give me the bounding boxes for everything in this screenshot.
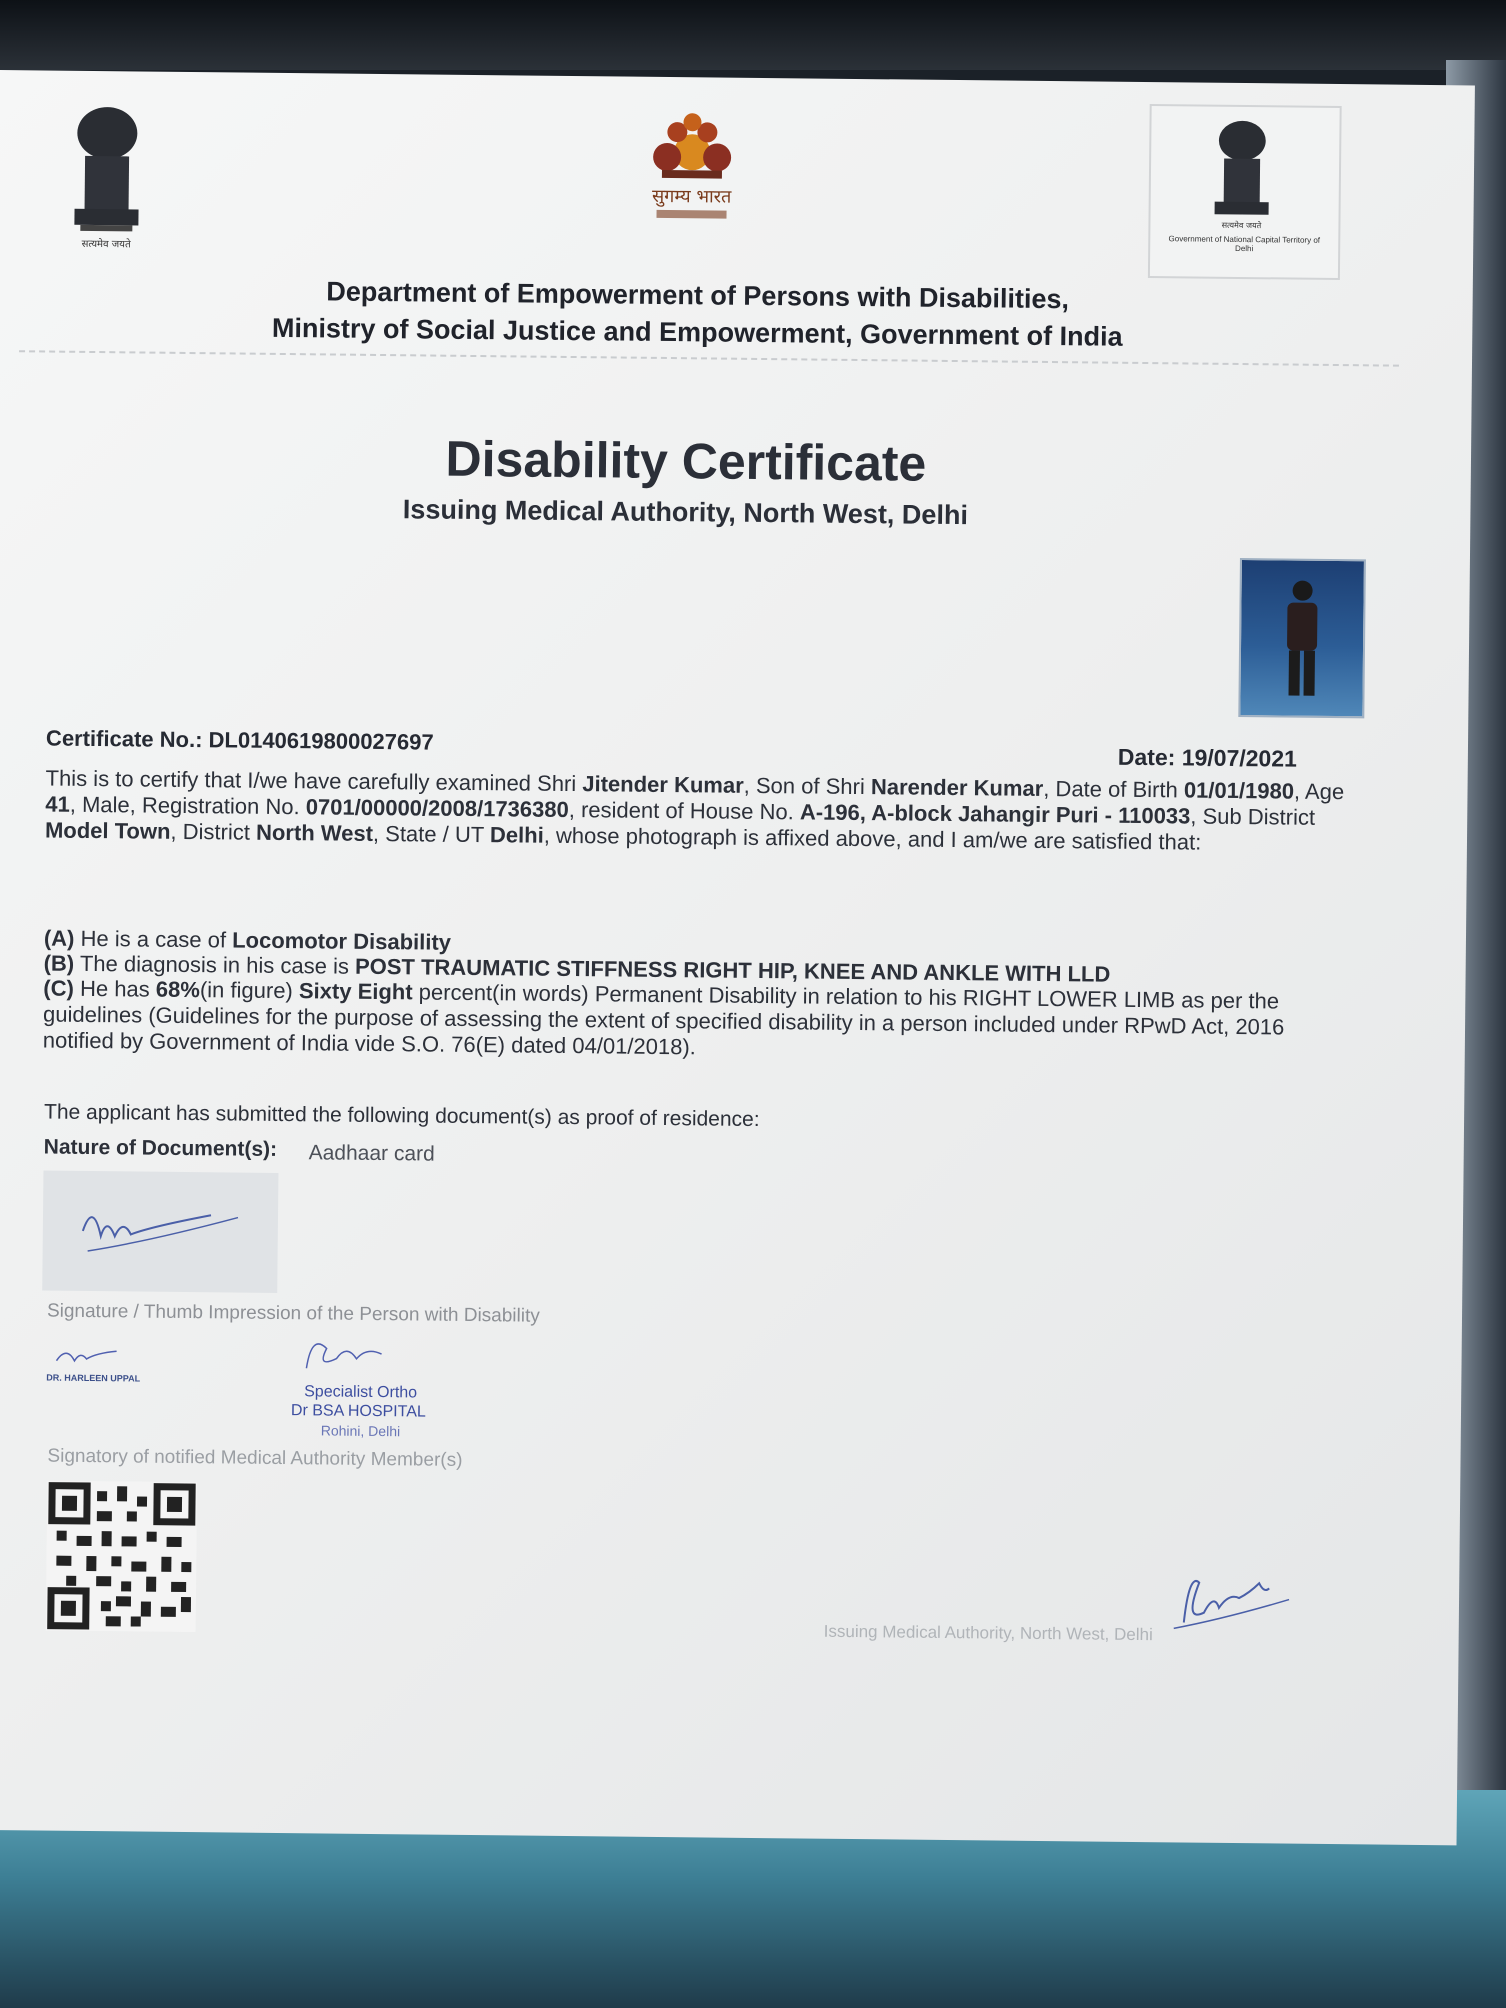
certificate-title: Disability Certificate: [445, 430, 927, 492]
text-segment: , Date of Birth: [1043, 775, 1185, 803]
text-segment: , State / UT: [372, 820, 491, 848]
doctor-stamp-1: [46, 1341, 282, 1448]
certificate-date: [1118, 744, 1297, 773]
left-emblem-caption: सत्यमेव जयते: [81, 238, 131, 251]
date-label: Date:: [1117, 743, 1176, 771]
signature-icon: [42, 1171, 278, 1293]
date-value: 19/07/2021: [1181, 744, 1298, 772]
national-emblem-icon: [56, 101, 158, 252]
doctor-stamp-2: [286, 1328, 467, 1450]
dept-line-1: Department of Empowerment of Persons with Disabilities,: [326, 276, 1070, 315]
house-address: A-196, A-block Jahangir Puri - 110033: [799, 799, 1191, 829]
text-segment: , Age: [1293, 778, 1345, 805]
disability-type: Locomotor Disability: [232, 927, 452, 955]
finding-a-label: (A): [43, 925, 75, 951]
sub-district: Model Town: [44, 817, 171, 844]
person-signature-box: [42, 1171, 278, 1293]
text-segment: (in figure): [199, 977, 300, 1004]
certification-paragraph: [45, 766, 1361, 858]
person-signature-caption: Signature / Thumb Impression of the Person with Disability: [46, 1300, 540, 1327]
state: Delhi: [489, 822, 544, 848]
disability-percent: 68%: [155, 976, 201, 1003]
district: North West: [255, 819, 374, 846]
right-emblem-caption: सत्यमेव जयते: [1221, 219, 1262, 231]
age: 41: [45, 791, 70, 817]
certificate-number: [46, 726, 434, 756]
nature-of-document-label: Nature of Document(s):: [43, 1135, 278, 1161]
gnctd-emblem-box: [1148, 104, 1342, 280]
department-heading: [0, 270, 1398, 359]
father-name: Narender Kumar: [870, 774, 1044, 801]
nature-of-document-value: Aadhaar card: [308, 1141, 435, 1166]
certificate-subtitle: Issuing Medical Authority, North West, Delhi: [402, 494, 969, 531]
finding-c: [43, 976, 1359, 1068]
text-segment: He is a case of: [74, 925, 233, 953]
text-segment: , whose photograph is affixed above, and I am/we are satisfied that:: [543, 822, 1202, 855]
dept-line-2: Ministry of Social Justice and Empowerment, Government of India: [271, 312, 1123, 352]
issuing-authority-caption: Issuing Medical Authority, North West, Delhi: [823, 1621, 1153, 1645]
authority-signature-icon: [1164, 1562, 1295, 1633]
finding-b-label: (B): [43, 950, 75, 976]
certificate-number-value: DL0140619800027697: [208, 727, 434, 755]
delhi-government-emblem-icon: [1196, 115, 1287, 234]
finding-c-label: (C): [43, 975, 75, 1001]
residence-proof-text: The applicant has submitted the following document(s) as proof of residence:: [43, 1100, 760, 1132]
text-segment: This is to certify that I/we have carefully examined Shri: [45, 765, 583, 797]
text-segment: The diagnosis in his case is: [74, 950, 356, 979]
accessible-india-logo-icon: [616, 101, 768, 253]
applicant-photo: [1238, 558, 1366, 718]
doctor-signature-icon: [51, 1341, 151, 1370]
certificate-number-label: Certificate No.:: [45, 725, 203, 753]
diagnosis: POST TRAUMATIC STIFFNESS RIGHT HIP, KNEE AND ANKLE WITH LLD: [354, 953, 1111, 987]
gnctd-label: Government of National Capital Territory of Delhi: [1168, 234, 1321, 254]
certificate-document: [0, 70, 1475, 1845]
signatory-caption: Signatory of notified Medical Authority Member(s): [47, 1445, 463, 1471]
doctor-2-title: Specialist Ortho: [304, 1383, 418, 1402]
doctor-1-name: DR. HARLEEN UPPAL: [46, 1372, 141, 1384]
text-segment: , resident of House No.: [568, 796, 801, 825]
doctor-2-location: Rohini, Delhi: [320, 1422, 401, 1440]
disability-percent-words: Sixty Eight: [298, 978, 413, 1005]
registration-number: 0701/00000/2008/1736380: [305, 794, 569, 822]
person-photo-icon: [1240, 560, 1364, 716]
text-segment: percent(in words) Permanent Disability in relation to his RIGHT LOWER LIMB as per the guidelines (Guidelines for the purpose of assessing the extent of specified disability in a person included under RPwD Act, 2016 notified by Government of India vide S.O. 76(E) dated 04/01/2018).: [42, 979, 1285, 1060]
doctor-2-signature-icon: [296, 1328, 417, 1384]
doctor-2-hospital: Dr BSA HOSPITAL: [290, 1402, 426, 1421]
qr-code-icon: [46, 1481, 198, 1633]
text-segment: He has: [73, 975, 156, 1002]
center-logo-text: सुगम्य भारत: [651, 185, 732, 208]
applicant-name: Jitender Kumar: [582, 771, 744, 798]
text-segment: , Son of Shri: [743, 772, 872, 800]
date-of-birth: 01/01/1980: [1183, 777, 1295, 804]
text-segment: , District: [170, 818, 257, 845]
text-segment: , Male, Registration No.: [69, 791, 306, 820]
monitor-bezel-top: [0, 0, 1506, 70]
text-segment: , Sub District: [1190, 803, 1316, 830]
